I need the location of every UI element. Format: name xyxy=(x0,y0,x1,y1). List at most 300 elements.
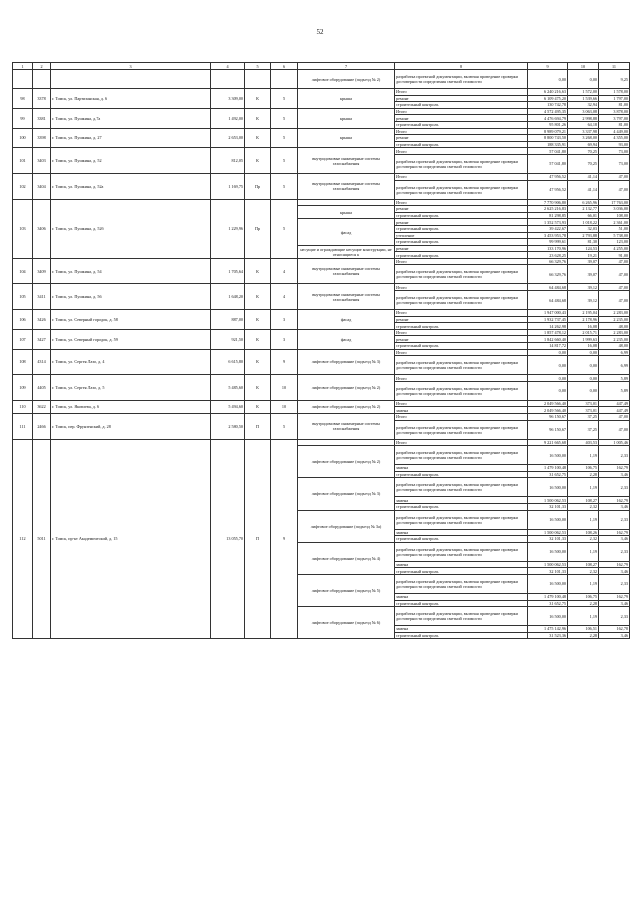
cost-cell: 0,00 xyxy=(528,356,568,375)
max-cost-cell: 73,00 xyxy=(599,154,630,173)
cost-cell: 0,00 xyxy=(528,349,568,356)
work-description-cell: строительный контроль xyxy=(395,225,528,232)
work-type-cell: внутридомовые инженерные системы газоснабжения xyxy=(298,414,395,440)
unit-cost-cell: 70,25 xyxy=(568,148,599,155)
unit-cost-cell: 16,08 xyxy=(568,343,599,350)
column-number: 10 xyxy=(568,63,599,70)
cost-cell: 39 422,67 xyxy=(528,225,568,232)
floors-cell: 4 xyxy=(271,258,298,284)
table-row xyxy=(13,284,630,291)
row-number-cell: 111 xyxy=(13,414,33,440)
work-description-cell: строительный контроль xyxy=(395,121,528,128)
address-cell: г. Томск, ул. Сергея Лазо, д. 4 xyxy=(51,349,211,375)
cost-cell: 8 800 743,50 xyxy=(528,135,568,142)
work-description-cell: Итого xyxy=(395,284,528,291)
max-cost-cell: 91,00 xyxy=(599,252,630,259)
empty-cell xyxy=(13,70,33,89)
work-description-cell: строительный контроль xyxy=(395,323,528,330)
max-cost-cell: 47,00 xyxy=(599,414,630,421)
unit-cost-cell: 2 132,77 xyxy=(568,206,599,213)
cost-cell: 16 500,00 xyxy=(528,607,568,626)
work-description-cell: ремонт xyxy=(395,316,528,323)
work-description-cell: ремонт xyxy=(395,336,528,343)
unit-cost-cell: 70,25 xyxy=(568,154,599,173)
floors-cell: 5 xyxy=(271,199,298,258)
wall-material-cell: П xyxy=(245,439,271,639)
max-cost-cell: 73,00 xyxy=(599,148,630,155)
work-description-cell: разработка проектной документации, включая проведение проверки достоверности определения сметной стоимости xyxy=(395,180,528,199)
unit-cost-cell: 39,07 xyxy=(568,265,599,284)
unit-cost-cell: 39,12 xyxy=(568,284,599,291)
work-description-cell: Итого xyxy=(395,173,528,180)
max-cost-cell: 3,46 xyxy=(599,568,630,575)
row-number-cell: 104 xyxy=(13,258,33,284)
house-id-cell: 3404 xyxy=(33,173,51,199)
unit-cost-cell: 2 195,04 xyxy=(568,310,599,317)
continuation-row xyxy=(13,70,630,89)
cost-cell: 66 329,76 xyxy=(528,258,568,265)
work-description-cell: Итого xyxy=(395,375,528,382)
unit-cost-cell: 106,75 xyxy=(568,593,599,600)
floors-cell: 5 xyxy=(271,148,298,174)
max-cost-cell: 162,79 xyxy=(599,593,630,600)
work-description-cell: Итого xyxy=(395,148,528,155)
unit-cost-cell: 373,01 xyxy=(568,407,599,414)
address-cell: г. Томск, ул. Пушкина, д. 52а xyxy=(51,173,211,199)
address-cell: г. Томск, ул. Партизанская, д. 6 xyxy=(51,89,211,109)
row-number-cell: 100 xyxy=(13,128,33,148)
wall-material-cell: Пр xyxy=(245,173,271,199)
house-id-cell: 5011 xyxy=(33,439,51,639)
max-cost-cell: 81,00 xyxy=(599,102,630,109)
work-description-cell: разработка проектной документации, включая проведение проверки достоверности определения сметной стоимости xyxy=(395,70,528,89)
row-number-cell: 99 xyxy=(13,108,33,128)
area-cell: 1 169,75 xyxy=(211,173,245,199)
unit-cost-cell: 108,26 xyxy=(568,529,599,536)
area-cell: 1 492,00 xyxy=(211,108,245,128)
cost-cell: 32 101,33 xyxy=(528,568,568,575)
max-cost-cell: 162,78 xyxy=(599,626,630,633)
column-number: 11 xyxy=(599,63,630,70)
unit-cost-cell: 106,75 xyxy=(568,465,599,472)
wall-material-cell: К xyxy=(245,148,271,174)
max-cost-cell: 2,33 xyxy=(599,446,630,465)
work-description-cell: ремонт xyxy=(395,206,528,213)
column-number: 8 xyxy=(395,63,528,70)
unit-cost-cell: 1 539,66 xyxy=(568,95,599,102)
work-description-cell: строительный контроль xyxy=(395,503,528,510)
address-cell: г. Томск, ул. Пушкина, д. 52б xyxy=(51,199,211,258)
column-number: 4 xyxy=(211,63,245,70)
house-id-cell: 3381 xyxy=(33,108,51,128)
unit-cost-cell: 2,28 xyxy=(568,471,599,478)
column-number: 1 xyxy=(13,63,33,70)
cost-cell: 133 170,96 xyxy=(528,245,568,252)
unit-cost-cell: 2 793,88 xyxy=(568,232,599,239)
table-row xyxy=(13,148,630,155)
row-number-cell: 110 xyxy=(13,400,33,413)
area-cell: 1 229,96 xyxy=(211,199,245,258)
unit-cost-cell: 0,00 xyxy=(568,381,599,400)
cost-cell: 99 999,61 xyxy=(528,239,568,246)
max-cost-cell: 3 878,00 xyxy=(599,108,630,115)
max-cost-cell: 2,33 xyxy=(599,607,630,626)
work-description-cell: разработка проектной документации, включая проведение проверки достоверности определения сметной стоимости xyxy=(395,510,528,529)
address-cell: г. Томск, ул. Пушкина, д. 56 xyxy=(51,284,211,310)
total-label: Итого xyxy=(395,199,528,206)
unit-cost-cell: 2,28 xyxy=(568,632,599,639)
unit-cost-cell: 37,25 xyxy=(568,414,599,421)
floors-cell: 5 xyxy=(271,108,298,128)
cost-cell: 4 572 495,35 xyxy=(528,108,568,115)
wall-material-cell: К xyxy=(245,128,271,148)
work-type-cell: лифтовое оборудование (подъезд № 3а) xyxy=(298,510,395,542)
column-number: 6 xyxy=(271,63,298,70)
max-cost-cell: 1 578,00 xyxy=(599,89,630,96)
cost-cell: 1 475 142,96 xyxy=(528,626,568,633)
cost-cell: 0,00 xyxy=(528,375,568,382)
work-description-cell: Итого xyxy=(395,128,528,135)
house-id-cell: 4314 xyxy=(33,349,51,375)
cost-cell: 57 041,80 xyxy=(528,148,568,155)
max-cost-cell: 81,00 xyxy=(599,121,630,128)
cost-cell: 57 041,80 xyxy=(528,154,568,173)
wall-material-cell: К xyxy=(245,329,271,349)
unit-cost-cell: 108,27 xyxy=(568,497,599,504)
max-cost-cell: 123,00 xyxy=(599,239,630,246)
cost-cell: 6 240 216,63 xyxy=(528,89,568,96)
work-type-cell: внутридомовые инженерные системы газоснабжения xyxy=(298,148,395,174)
unit-cost-cell: 373,01 xyxy=(568,400,599,407)
cost-cell: 32 101,33 xyxy=(528,503,568,510)
max-cost-cell: 447,49 xyxy=(599,400,630,407)
max-cost-cell: 48,00 xyxy=(599,343,630,350)
table-row xyxy=(13,329,630,336)
page-number: 52 xyxy=(316,28,324,36)
table-row xyxy=(13,89,630,96)
wall-material-cell: К xyxy=(245,108,271,128)
unit-cost-cell: 2,32 xyxy=(568,568,599,575)
column-number: 7 xyxy=(298,63,395,70)
address-cell: г. Томск, пр-кт Академический, д. 15 xyxy=(51,439,211,639)
work-description-cell: замена xyxy=(395,497,528,504)
address-cell: г. Томск, ул. Сергея Лазо, д. 5 xyxy=(51,375,211,401)
unit-cost-cell: 19,21 xyxy=(568,252,599,259)
max-cost-cell: 4 255,00 xyxy=(599,245,630,252)
table-row xyxy=(13,375,630,382)
work-description-cell: замена xyxy=(395,561,528,568)
work-description-cell: строительный контроль xyxy=(395,141,528,148)
unit-cost-cell: 1 572,00 xyxy=(568,89,599,96)
work-description-cell: разработка проектной документации, включая проведение проверки достоверности определения сметной стоимости xyxy=(395,154,528,173)
unit-cost-cell: 2,32 xyxy=(568,536,599,543)
work-type-cell: внутридомовые инженерные системы газоснабжения xyxy=(298,173,395,199)
house-id-cell: 3403 xyxy=(33,148,51,174)
house-id-cell: 2466 xyxy=(33,414,51,440)
cost-cell: 9 221 665,68 xyxy=(528,439,568,446)
house-id-cell: 3427 xyxy=(33,329,51,349)
floors-cell: 5 xyxy=(271,173,298,199)
row-number-cell: 112 xyxy=(13,439,33,639)
work-type-cell: лифтовое оборудование (подъезд № 6) xyxy=(298,607,395,639)
max-cost-cell: 162,79 xyxy=(599,497,630,504)
work-description-cell: замена xyxy=(395,407,528,414)
row-number-cell: 107 xyxy=(13,329,33,349)
table-row xyxy=(13,173,630,180)
max-cost-cell: 3,46 xyxy=(599,503,630,510)
max-cost-cell: 3,46 xyxy=(599,600,630,607)
work-description-cell: ремонт xyxy=(395,95,528,102)
row-number-cell: 109 xyxy=(13,375,33,401)
total-label: Итого xyxy=(395,439,528,446)
work-type-cell: крыша xyxy=(298,206,395,219)
max-cost-cell: 48,00 xyxy=(599,323,630,330)
cost-cell: 16 500,00 xyxy=(528,478,568,497)
address-cell: г. Томск, ул. Яковлева, д. 6 xyxy=(51,400,211,413)
max-cost-cell: 2 283,00 xyxy=(599,329,630,336)
floors-cell: 5 xyxy=(271,89,298,109)
table-row xyxy=(13,439,630,446)
floors-cell: 3 xyxy=(271,310,298,330)
unit-cost-cell: 0,00 xyxy=(568,356,599,375)
work-description-cell: Итого xyxy=(395,329,528,336)
max-cost-cell: 2,33 xyxy=(599,542,630,561)
unit-cost-cell: 1 018,22 xyxy=(568,219,599,226)
cost-cell: 1 947 000,43 xyxy=(528,310,568,317)
cost-cell: 14 262,98 xyxy=(528,323,568,330)
work-description-cell: замена xyxy=(395,626,528,633)
work-type-cell: лифтовое оборудование (подъезд № 2) xyxy=(298,446,395,478)
unit-cost-cell: 1,19 xyxy=(568,607,599,626)
row-number-cell: 102 xyxy=(13,173,33,199)
work-description-cell: разработка проектной документации, включая проведение проверки достоверности определения сметной стоимости xyxy=(395,381,528,400)
unit-cost-cell: 3 268,00 xyxy=(568,135,599,142)
unit-cost-cell: 37,25 xyxy=(568,420,599,439)
area-cell: 1 705,64 xyxy=(211,258,245,284)
work-description-cell: строительный контроль xyxy=(395,632,528,639)
work-description-cell: разработка проектной документации, включая проведение проверки достоверности определения сметной стоимости xyxy=(395,356,528,375)
area-cell: 2 653,00 xyxy=(211,128,245,148)
work-description-cell: Итого xyxy=(395,108,528,115)
cost-cell: 1 932 737,45 xyxy=(528,316,568,323)
floors-cell: 3 xyxy=(271,329,298,349)
floors-cell: 9 xyxy=(271,349,298,375)
table-header xyxy=(13,63,630,70)
unit-cost-cell: 2 998,88 xyxy=(568,115,599,122)
work-description-cell: строительный контроль xyxy=(395,239,528,246)
cost-cell: 47 956,52 xyxy=(528,180,568,199)
area-cell: 2 580,50 xyxy=(211,414,245,440)
work-description-cell: разработка проектной документации, включая проведение проверки достоверности определения сметной стоимости xyxy=(395,446,528,465)
unit-cost-cell: 106,51 xyxy=(568,626,599,633)
house-id-cell: 3406 xyxy=(33,199,51,258)
area-cell: 3 309,00 xyxy=(211,89,245,109)
work-description-cell: разработка проектной документации, включая проведение проверки достоверности определения сметной стоимости xyxy=(395,607,528,626)
work-type-cell: крыша xyxy=(298,128,395,148)
row-number-cell: 101 xyxy=(13,148,33,174)
work-type-cell: лифтовое оборудование (подъезд № 2) xyxy=(298,375,395,401)
wall-material-cell: К xyxy=(245,375,271,401)
cost-cell: 31 652,75 xyxy=(528,471,568,478)
cost-cell: 16 500,00 xyxy=(528,510,568,529)
table-body xyxy=(13,63,630,639)
area-cell: 1 648,20 xyxy=(211,284,245,310)
cost-cell: 0,00 xyxy=(528,381,568,400)
cost-cell: 32 101,33 xyxy=(528,536,568,543)
work-description-cell: замена xyxy=(395,529,528,536)
unit-cost-cell: 2,32 xyxy=(568,503,599,510)
max-cost-cell: 1 005,46 xyxy=(599,439,630,446)
max-cost-cell: 162,79 xyxy=(599,529,630,536)
work-description-cell: Итого xyxy=(395,349,528,356)
work-description-cell: разработка проектной документации, включая проведение проверки достоверности определения сметной стоимости xyxy=(395,574,528,593)
cost-cell: 1 479 100,48 xyxy=(528,465,568,472)
max-cost-cell: 2 235,00 xyxy=(599,316,630,323)
work-description-cell: ремонт xyxy=(395,245,528,252)
unit-cost-cell: 41,14 xyxy=(568,180,599,199)
max-cost-cell: 93,00 xyxy=(599,141,630,148)
max-cost-cell: 3,46 xyxy=(599,536,630,543)
max-cost-cell: 2 283,00 xyxy=(599,310,630,317)
address-cell: г. Томск, ул. Северный городок, д. 58 xyxy=(51,310,211,330)
area-cell: 13 055,70 xyxy=(211,439,245,639)
work-type-cell: внутридомовые инженерные системы газоснабжения xyxy=(298,284,395,310)
empty-cell xyxy=(245,70,271,89)
house-id-cell: 4405 xyxy=(33,375,51,401)
address-cell: г. Томск, ул. Пушкина, д. 54 xyxy=(51,258,211,284)
work-type-cell: лифтовое оборудование (подъезд № 5) xyxy=(298,574,395,606)
max-cost-cell: 5 738,00 xyxy=(599,232,630,239)
house-id-cell: 3378 xyxy=(33,89,51,109)
row-number-cell: 103 xyxy=(13,199,33,258)
house-id-cell: 3426 xyxy=(33,310,51,330)
table-row xyxy=(13,414,630,421)
work-description-cell: строительный контроль xyxy=(395,252,528,259)
work-description-cell: строительный контроль xyxy=(395,343,528,350)
work-type-cell: лифтовое оборудование (подъезд № 2) xyxy=(298,400,395,413)
wall-material-cell: К xyxy=(245,258,271,284)
cost-cell: 96 150,67 xyxy=(528,414,568,421)
cost-cell: 64 484,68 xyxy=(528,284,568,291)
work-type-cell: несущие и ограждающие несущие конструкции, не относящиеся к xyxy=(298,245,395,258)
unit-cost-cell: 1 999,63 xyxy=(568,336,599,343)
cost-cell: 3 453 953,78 xyxy=(528,232,568,239)
column-number: 3 xyxy=(51,63,211,70)
max-cost-cell: 47,00 xyxy=(599,291,630,310)
unit-cost-cell: 0,00 xyxy=(568,349,599,356)
floors-cell: 4 xyxy=(271,284,298,310)
max-cost-cell: 3,46 xyxy=(599,632,630,639)
work-description-cell: разработка проектной документации, включая проведение проверки достоверности определения сметной стоимости xyxy=(395,265,528,284)
max-cost-cell: 9,25 xyxy=(599,70,630,89)
column-number: 2 xyxy=(33,63,51,70)
unit-cost-cell: 1,19 xyxy=(568,446,599,465)
max-cost-cell: 6,99 xyxy=(599,356,630,375)
work-description-cell: разработка проектной документации, включая проведение проверки достоверности определения сметной стоимости xyxy=(395,420,528,439)
cost-cell: 2 625 216,83 xyxy=(528,206,568,213)
cost-cell: 1 500 062,53 xyxy=(528,561,568,568)
floors-cell: 5 xyxy=(271,414,298,440)
unit-cost-cell: 66,01 xyxy=(568,212,599,219)
max-cost-cell: 1 797,00 xyxy=(599,95,630,102)
table-row xyxy=(13,400,630,407)
max-cost-cell: 47,00 xyxy=(599,265,630,284)
max-cost-cell: 3 797,00 xyxy=(599,115,630,122)
max-cost-cell: 47,00 xyxy=(599,180,630,199)
max-cost-cell: 3 036,00 xyxy=(599,206,630,213)
row-number-cell: 108 xyxy=(13,349,33,375)
work-type-cell: лифтовое оборудование (подъезд № 2) xyxy=(298,70,395,89)
area-cell: 921,50 xyxy=(211,329,245,349)
work-description-cell: строительный контроль xyxy=(395,536,528,543)
max-cost-cell: 47,00 xyxy=(599,173,630,180)
work-description-cell: Итого xyxy=(395,414,528,421)
unit-cost-cell: 1,19 xyxy=(568,574,599,593)
floors-cell: 10 xyxy=(271,375,298,401)
work-description-cell: ремонт xyxy=(395,219,528,226)
unit-cost-cell: 108,27 xyxy=(568,561,599,568)
max-cost-cell: 6,99 xyxy=(599,349,630,356)
empty-cell xyxy=(271,70,298,89)
cost-cell: 1 500 062,53 xyxy=(528,497,568,504)
work-description-cell: строительный контроль xyxy=(395,568,528,575)
unit-cost-cell: 403,53 xyxy=(568,439,599,446)
cost-cell: 8 989 079,21 xyxy=(528,128,568,135)
unit-cost-cell: 0,00 xyxy=(568,375,599,382)
unit-cost-cell: 3 063,08 xyxy=(568,108,599,115)
work-type-cell: фасад xyxy=(298,219,395,245)
unit-cost-cell: 39,12 xyxy=(568,291,599,310)
work-description-cell: утепление xyxy=(395,232,528,239)
cost-cell: 2 049 566,40 xyxy=(528,400,568,407)
work-description-cell: строительный контроль xyxy=(395,600,528,607)
work-type-cell: фасад xyxy=(298,329,395,349)
work-description-cell: замена xyxy=(395,465,528,472)
column-number: 5 xyxy=(245,63,271,70)
max-cost-cell: 5,89 xyxy=(599,381,630,400)
address-cell: г. Томск, ул. Пушкина, д. 52 xyxy=(51,148,211,174)
wall-material-cell: П xyxy=(245,414,271,440)
unit-cost-cell: 32,94 xyxy=(568,102,599,109)
unit-cost-cell: 1,19 xyxy=(568,478,599,497)
max-cost-cell: 4 355,00 xyxy=(599,135,630,142)
unit-cost-cell: 16,08 xyxy=(568,323,599,330)
work-type-cell: крыша xyxy=(298,89,395,109)
house-id-cell: 3622 xyxy=(33,400,51,413)
area-cell: 6 615,80 xyxy=(211,349,245,375)
cost-cell: 4 476 694,79 xyxy=(528,115,568,122)
work-type-cell: лифтовое оборудование (подъезд № 3) xyxy=(298,478,395,510)
area-cell: 887,00 xyxy=(211,310,245,330)
max-cost-cell: 5,89 xyxy=(599,375,630,382)
empty-cell xyxy=(33,70,51,89)
row-number-cell: 98 xyxy=(13,89,33,109)
cost-cell: 96 150,67 xyxy=(528,420,568,439)
cost-cell: 1 479 100,48 xyxy=(528,593,568,600)
cost-cell: 16 500,00 xyxy=(528,574,568,593)
max-cost-cell: 17 763,00 xyxy=(599,199,630,206)
unit-cost-cell: 41,14 xyxy=(568,173,599,180)
cost-cell: 1 857 478,12 xyxy=(528,329,568,336)
unit-cost-cell: 2 015,71 xyxy=(568,329,599,336)
work-description-cell: строительный контроль xyxy=(395,212,528,219)
row-number-cell: 105 xyxy=(13,284,33,310)
max-cost-cell: 51,00 xyxy=(599,225,630,232)
cost-cell: 66 329,76 xyxy=(528,265,568,284)
unit-cost-cell: 32,03 xyxy=(568,225,599,232)
max-cost-cell: 3,46 xyxy=(599,471,630,478)
address-cell: г. Томск, ул. Пушкина, д.7а xyxy=(51,108,211,128)
